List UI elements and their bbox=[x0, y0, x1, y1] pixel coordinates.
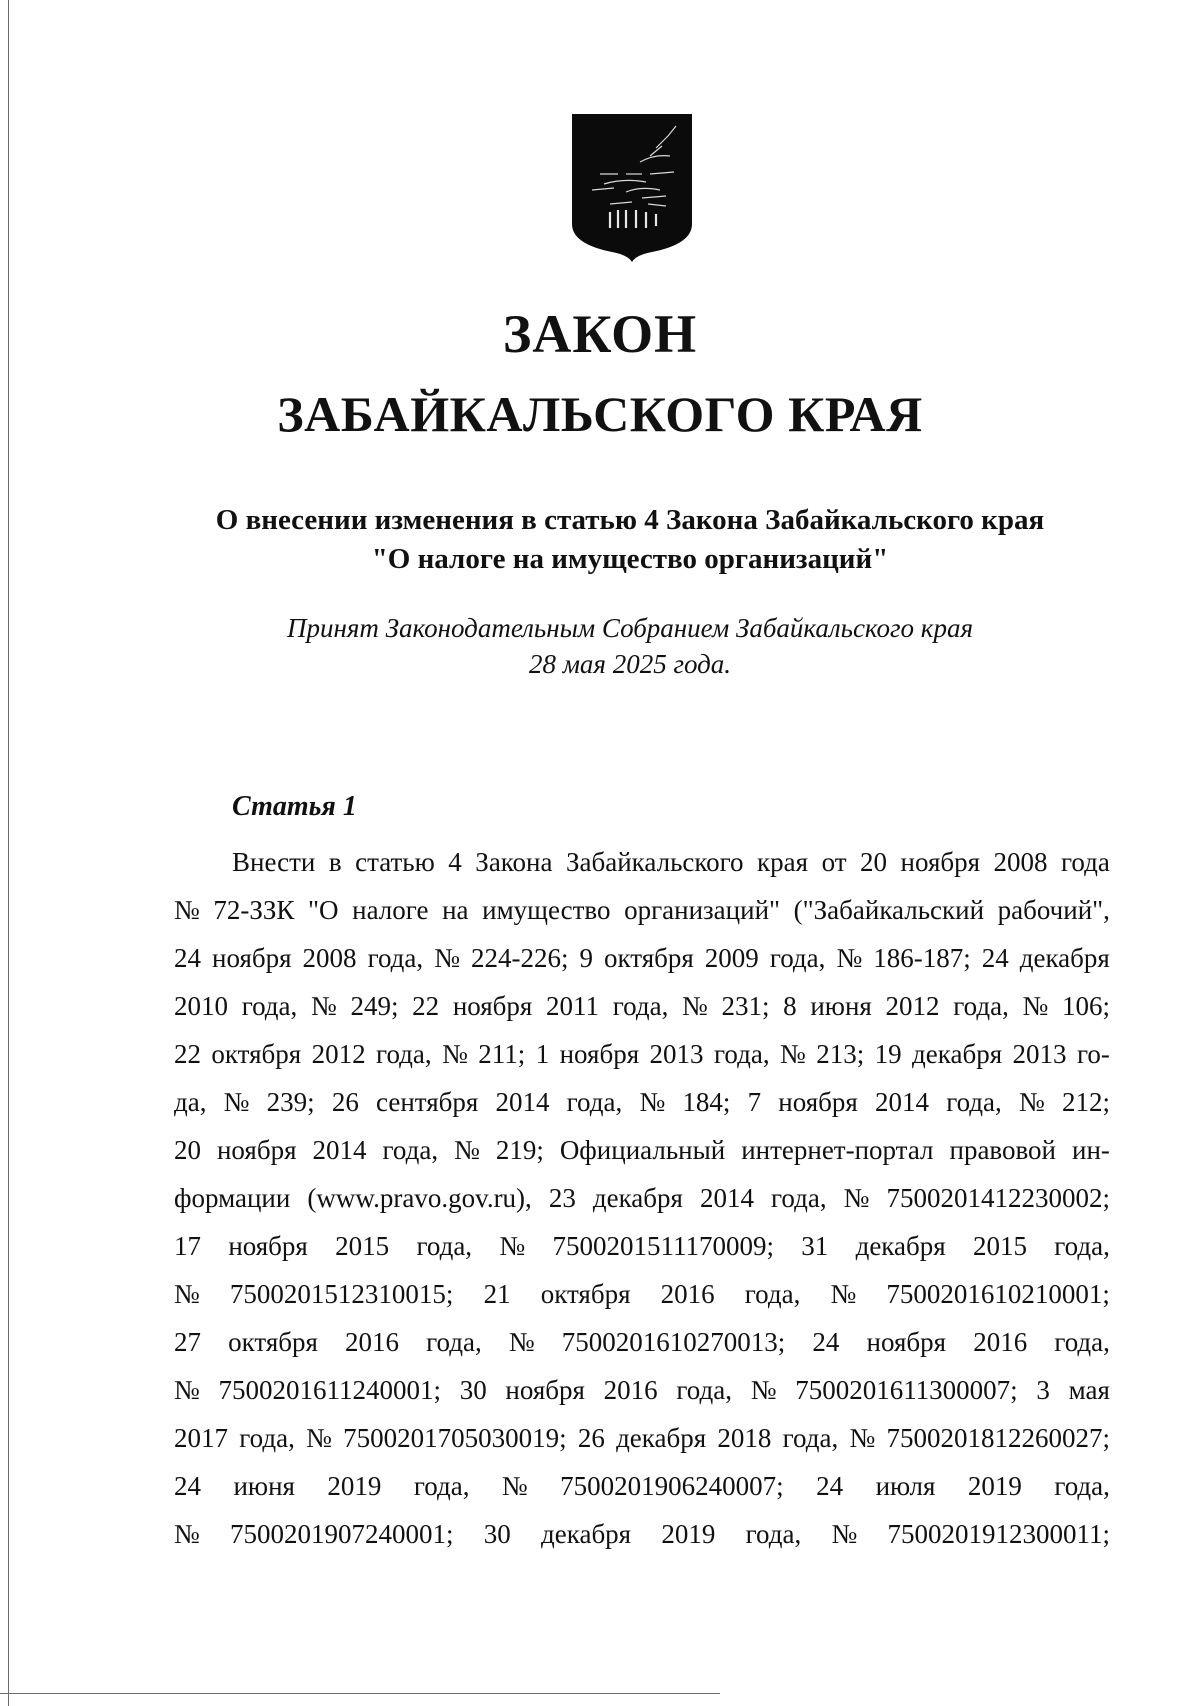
article-body-line bbox=[174, 1510, 1110, 1558]
word: 20 bbox=[174, 1135, 201, 1165]
word: года, bbox=[1054, 1471, 1110, 1501]
word: № bbox=[174, 895, 200, 925]
word: декабря bbox=[912, 1039, 1003, 1069]
word: 213; bbox=[816, 1039, 865, 1069]
word: № bbox=[1022, 991, 1049, 1021]
word: № bbox=[836, 943, 863, 973]
article-body-line bbox=[174, 1366, 1110, 1414]
word: октября bbox=[540, 1279, 631, 1309]
word: 30 bbox=[483, 1519, 511, 1549]
word: № bbox=[442, 1039, 468, 1069]
article-body-line bbox=[174, 982, 1110, 1030]
word: Закона bbox=[475, 847, 553, 877]
word: 186-187; bbox=[873, 943, 971, 973]
word: рабочий", bbox=[997, 895, 1110, 925]
word: июня bbox=[810, 991, 872, 1021]
word: года, bbox=[769, 943, 826, 973]
word: 1 bbox=[535, 1039, 550, 1069]
word: 20 bbox=[860, 847, 888, 877]
word: 7500201906240007; bbox=[560, 1471, 784, 1501]
word: 24 bbox=[174, 1471, 201, 1501]
word: 30 bbox=[459, 1375, 487, 1405]
word: ноября bbox=[778, 1087, 858, 1117]
article-body-line bbox=[174, 934, 1110, 982]
word: статью bbox=[355, 847, 435, 877]
word: 2016 bbox=[345, 1327, 400, 1357]
word: 2015 bbox=[972, 1231, 1027, 1261]
word: формации bbox=[174, 1183, 291, 1213]
word: ноября bbox=[212, 943, 292, 973]
word: 7500201705030019; bbox=[343, 1423, 567, 1453]
word: 2018 bbox=[717, 1423, 772, 1453]
word: 7500201412230002; bbox=[886, 1183, 1110, 1213]
word: 2019 bbox=[661, 1519, 716, 1549]
word: декабря bbox=[855, 1231, 946, 1261]
word: 3 bbox=[1036, 1375, 1050, 1405]
word: 2016 bbox=[660, 1279, 715, 1309]
word: года, bbox=[953, 991, 1009, 1021]
word: № bbox=[306, 1423, 332, 1453]
word: года, bbox=[1054, 1327, 1110, 1357]
coat-of-arms-emblem-icon bbox=[570, 112, 694, 262]
word: 2014 bbox=[495, 1087, 550, 1117]
word: года, bbox=[612, 991, 669, 1021]
word: 2008 bbox=[993, 847, 1048, 877]
word: года bbox=[1061, 847, 1110, 877]
word: № bbox=[843, 1183, 870, 1213]
word: 8 bbox=[783, 991, 797, 1021]
scan-edge-bottom bbox=[0, 1693, 720, 1694]
word: года, bbox=[946, 1087, 1002, 1117]
word: 2013 bbox=[1012, 1039, 1067, 1069]
article-body-line bbox=[174, 1126, 1110, 1174]
word: ноября bbox=[866, 1327, 947, 1357]
word: 7500201512310015; bbox=[229, 1279, 454, 1309]
word: года, bbox=[376, 1039, 432, 1069]
word: года, bbox=[382, 1135, 439, 1165]
word: края bbox=[757, 847, 809, 877]
word: 7500201610270013; bbox=[561, 1327, 786, 1357]
word: 21 bbox=[483, 1279, 511, 1309]
word: 26 bbox=[331, 1087, 359, 1117]
word: года, bbox=[413, 1471, 470, 1501]
word: 24 bbox=[812, 1327, 840, 1357]
article-body bbox=[174, 838, 1110, 1558]
word: года, bbox=[745, 1519, 802, 1549]
word: 2010 bbox=[174, 991, 228, 1021]
law-heading bbox=[150, 501, 1110, 579]
word: № bbox=[501, 1471, 528, 1501]
word: Забайкальского bbox=[566, 847, 744, 877]
law-title: ЗАКОН bbox=[502, 304, 698, 364]
word: 7 bbox=[747, 1087, 762, 1117]
word: 22 bbox=[412, 991, 440, 1021]
word: Официальный bbox=[559, 1135, 726, 1165]
article-body-line bbox=[174, 1414, 1110, 1462]
word: 24 bbox=[174, 943, 201, 973]
word: ("Забайкальский bbox=[793, 895, 985, 925]
law-heading-line-1: О внесении изменения в статью 4 Закона Забайкальского края bbox=[215, 504, 1045, 536]
word: сентября bbox=[376, 1087, 479, 1117]
word: на bbox=[442, 895, 469, 925]
word: налоге bbox=[352, 895, 429, 925]
word: декабря bbox=[541, 1519, 632, 1549]
word: года, bbox=[713, 1039, 770, 1069]
word: 2014 bbox=[875, 1087, 929, 1117]
word: правовой bbox=[949, 1135, 1057, 1165]
article-body-line bbox=[174, 886, 1110, 934]
word: 27 bbox=[174, 1327, 201, 1357]
word: № bbox=[750, 1375, 777, 1405]
word: № bbox=[454, 1135, 480, 1165]
word: организаций" bbox=[624, 895, 781, 925]
word: № bbox=[831, 1519, 858, 1549]
article-body-line bbox=[174, 1078, 1110, 1126]
word: 7500201912300011; bbox=[887, 1519, 1110, 1549]
word: года, bbox=[239, 1423, 295, 1453]
adoption-note-line-2: 28 мая 2025 года. bbox=[528, 649, 732, 679]
article-body-line bbox=[174, 1222, 1110, 1270]
word: года, bbox=[676, 1375, 732, 1405]
word: 17 bbox=[174, 1231, 201, 1261]
word: мая bbox=[1068, 1375, 1110, 1405]
article-body-line bbox=[174, 838, 1110, 886]
word: да, bbox=[174, 1087, 207, 1117]
word: года, bbox=[566, 1087, 623, 1117]
adoption-note-line-1: Принят Законодательным Собранием Забайкальского края bbox=[286, 613, 973, 643]
word: 211; bbox=[478, 1039, 526, 1069]
word: № bbox=[310, 991, 337, 1021]
word: 231; bbox=[721, 991, 770, 1021]
law-heading-line-2: "О налоге на имущество организаций" bbox=[371, 543, 889, 575]
word: 219; bbox=[495, 1135, 544, 1165]
word: ин- bbox=[1072, 1135, 1110, 1165]
word: октября bbox=[604, 943, 694, 973]
word: 2017 bbox=[174, 1423, 228, 1453]
word: 7500201610210001; bbox=[886, 1279, 1110, 1309]
word: 24 bbox=[816, 1471, 844, 1501]
word: № bbox=[1018, 1087, 1045, 1117]
word: декабря bbox=[592, 1183, 683, 1213]
word: № bbox=[434, 943, 460, 973]
word: ноября bbox=[900, 847, 981, 877]
word: № bbox=[223, 1087, 250, 1117]
word: года, bbox=[782, 1423, 839, 1453]
word: 7500201511170009; bbox=[552, 1231, 774, 1261]
word: года, bbox=[1054, 1231, 1110, 1261]
word: декабря bbox=[616, 1423, 707, 1453]
word: 212; bbox=[1061, 1087, 1110, 1117]
word: 2009 bbox=[704, 943, 759, 973]
word: 2016 bbox=[973, 1327, 1028, 1357]
word: 2011 bbox=[546, 991, 600, 1021]
word: № bbox=[639, 1087, 666, 1117]
word: 249; bbox=[350, 991, 399, 1021]
word: 2016 bbox=[603, 1375, 658, 1405]
word: 106; bbox=[1061, 991, 1110, 1021]
word: интернет-портал bbox=[741, 1135, 934, 1165]
word: года, bbox=[367, 943, 424, 973]
word: ноября bbox=[452, 991, 533, 1021]
word: имущество bbox=[482, 895, 611, 925]
word: 4 bbox=[448, 847, 462, 877]
word: года, bbox=[416, 1231, 473, 1261]
word: 7500201812260027; bbox=[886, 1423, 1110, 1453]
word: 31 bbox=[801, 1231, 829, 1261]
article-body-line bbox=[174, 1270, 1110, 1318]
word: 2014 bbox=[312, 1135, 367, 1165]
word: го- bbox=[1076, 1039, 1110, 1069]
word: (www.pravo.gov.ru), bbox=[307, 1183, 532, 1213]
word: 72-ЗЗК bbox=[213, 895, 295, 925]
word: 2019 bbox=[327, 1471, 382, 1501]
word: года, bbox=[771, 1183, 827, 1213]
word: ноября bbox=[228, 1231, 308, 1261]
article-body-line bbox=[174, 1318, 1110, 1366]
word: № bbox=[780, 1039, 806, 1069]
word: № bbox=[508, 1327, 535, 1357]
article-body-line bbox=[174, 1462, 1110, 1510]
word: 22 bbox=[174, 1039, 201, 1069]
word: года, bbox=[744, 1279, 801, 1309]
word: 7500201611240001; bbox=[218, 1375, 441, 1405]
word: 2014 bbox=[699, 1183, 754, 1213]
word: декабря bbox=[1019, 943, 1110, 973]
article-title: Статья 1 bbox=[232, 791, 357, 822]
word: 26 bbox=[577, 1423, 605, 1453]
word: года, bbox=[241, 991, 298, 1021]
word: "О bbox=[308, 895, 339, 925]
word: № bbox=[174, 1375, 200, 1405]
scan-edge-left bbox=[8, 0, 9, 1706]
word: 2012 bbox=[311, 1039, 366, 1069]
word: Внести bbox=[232, 847, 316, 877]
word: июня bbox=[233, 1471, 295, 1501]
word: № bbox=[174, 1519, 200, 1549]
word: ноября bbox=[559, 1039, 640, 1069]
word: 2015 bbox=[335, 1231, 390, 1261]
word: 2008 bbox=[302, 943, 357, 973]
word: № bbox=[174, 1279, 200, 1309]
word: от bbox=[821, 847, 847, 877]
word: ноября bbox=[216, 1135, 297, 1165]
article-body-line bbox=[174, 1030, 1110, 1078]
law-region-title: ЗАБАЙКАЛЬСКОГО КРАЯ bbox=[277, 386, 923, 442]
word: октября bbox=[228, 1327, 318, 1357]
word: 224-226; bbox=[470, 943, 569, 973]
article-body-line bbox=[174, 1174, 1110, 1222]
word: 2013 bbox=[649, 1039, 704, 1069]
word: 9 bbox=[579, 943, 593, 973]
word: 19 bbox=[874, 1039, 902, 1069]
word: 7500201611300007; bbox=[795, 1375, 1018, 1405]
adoption-note bbox=[200, 610, 1060, 682]
word: № bbox=[830, 1279, 857, 1309]
word: 184; bbox=[682, 1087, 731, 1117]
word: № bbox=[849, 1423, 876, 1453]
word: октября bbox=[211, 1039, 302, 1069]
word: июля bbox=[875, 1471, 936, 1501]
word: ноября bbox=[505, 1375, 585, 1405]
word: № bbox=[682, 991, 708, 1021]
word: 24 bbox=[981, 943, 1009, 973]
word: 2012 bbox=[885, 991, 940, 1021]
word: 23 bbox=[548, 1183, 576, 1213]
word: 239; bbox=[266, 1087, 315, 1117]
word: № bbox=[499, 1231, 526, 1261]
word: 7500201907240001; bbox=[230, 1519, 454, 1549]
word: 2019 bbox=[967, 1471, 1022, 1501]
word: в bbox=[328, 847, 342, 877]
word: года, bbox=[426, 1327, 482, 1357]
